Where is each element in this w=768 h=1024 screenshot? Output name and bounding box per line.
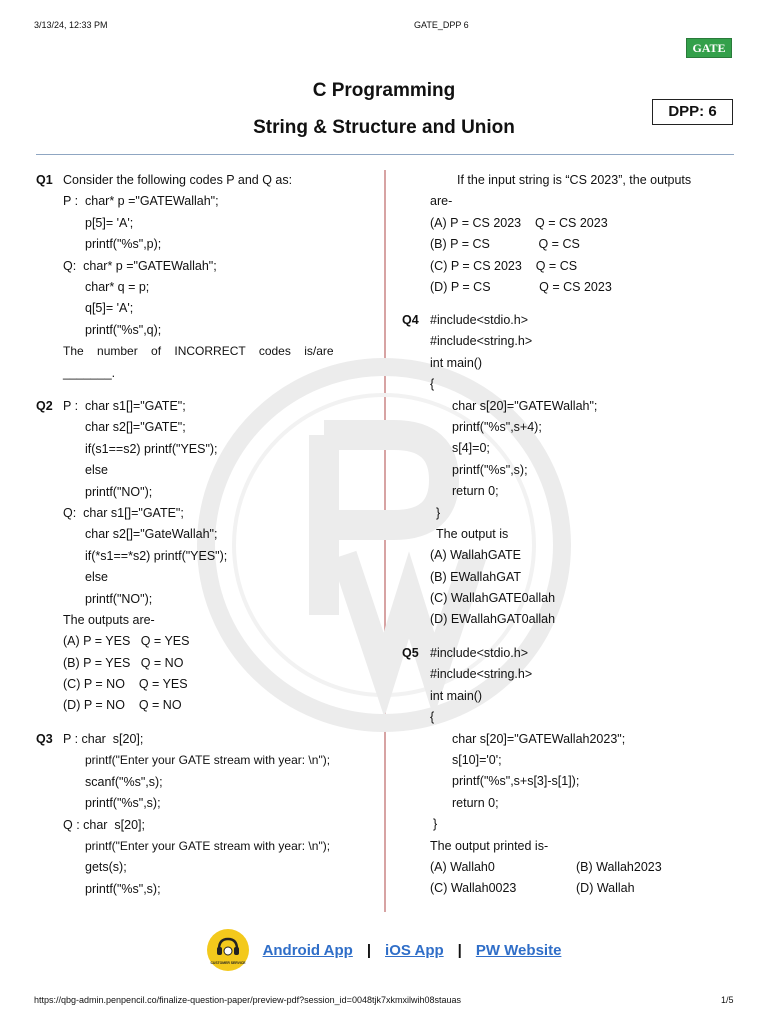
text-line: int main(): [430, 355, 483, 370]
question-number: Q4: [402, 313, 419, 327]
text-line: int main(): [430, 688, 483, 703]
question-number: Q3: [36, 732, 53, 746]
question-number: Q5: [402, 646, 419, 660]
text-line: #include<string.h>: [430, 334, 533, 349]
text-line: #include<string.h>: [430, 667, 533, 682]
question-q3-continued: [430, 170, 740, 298]
text-line: printf("%s",q);: [85, 322, 162, 337]
text-line: _______.: [63, 365, 116, 380]
text-line: s[4]=0;: [452, 441, 490, 456]
text-line: {: [430, 710, 435, 725]
text-line: P : char s1[]="GATE";: [63, 399, 186, 413]
text-line: printf("Enter your GATE stream with year: \n");: [85, 838, 331, 853]
text-line: P : char* p ="GATEWallah";: [63, 194, 219, 209]
text-line: printf("%s",s+s[3]-s[1]);: [452, 774, 580, 789]
text-line: Consider the following codes P and Q as:: [63, 173, 293, 187]
text-line: The output printed is-: [430, 838, 549, 853]
text-line: p[5]= 'A';: [85, 215, 134, 230]
separator: |: [366, 941, 372, 959]
text-line: The number of INCORRECT codes is/are: [63, 344, 334, 359]
text-line: char s[20]="GATEWallah";: [452, 398, 598, 413]
text-line: Q : char s[20];: [63, 817, 145, 832]
option-d: (D) P = CS Q = CS 2023: [430, 279, 612, 294]
text-line: printf("Enter your GATE stream with year: \n");: [85, 753, 331, 768]
text-line: return 0;: [452, 795, 499, 810]
text-line: Q: char* p ="GATEWallah";: [63, 258, 217, 273]
text-line: s[10]='0';: [452, 752, 502, 767]
option-d: (D) EWallahGAT0allah: [430, 612, 556, 627]
subject-title: C Programming: [312, 80, 456, 101]
question-number: Q1: [36, 173, 53, 187]
text-line: printf("%s",p);: [85, 237, 162, 252]
option-b: (B) Wallah2023: [576, 859, 662, 874]
question-number: Q2: [36, 399, 53, 413]
dpp-box: DPP: 6: [652, 99, 733, 125]
ios-app-link[interactable]: iOS App: [385, 941, 444, 959]
text-line: The outputs are-: [63, 612, 155, 627]
option-a: (A) P = YES Q = YES: [63, 634, 190, 649]
text-line: P : char s[20];: [63, 732, 144, 746]
question-q1: [36, 170, 354, 384]
text-line: }: [436, 505, 441, 520]
option-c: (C) P = CS 2023 Q = CS: [430, 258, 578, 273]
page-number: 1/5: [721, 995, 734, 1005]
text-line: char* q = p;: [85, 279, 150, 294]
text-line: {: [430, 377, 435, 392]
android-app-link[interactable]: Android App: [262, 941, 353, 959]
text-line: If the input string is “CS 2023”, the outputs: [457, 173, 692, 187]
text-line: Q: char s1[]="GATE";: [63, 505, 184, 520]
print-datetime: 3/13/24, 12:33 PM: [34, 20, 108, 30]
print-doc-title: GATE_DPP 6: [414, 20, 469, 30]
question-q2: [36, 396, 363, 717]
text-line: #include<stdio.h>: [430, 313, 528, 327]
text-line: else: [85, 570, 108, 585]
text-line: char s[20]="GATEWallah2023";: [452, 731, 626, 746]
text-line: char s2[]="GateWallah";: [85, 527, 218, 542]
text-line: return 0;: [452, 484, 499, 499]
text-line: printf("NO");: [85, 591, 153, 606]
headset-icon: [207, 929, 249, 971]
option-b: (B) P = YES Q = NO: [63, 655, 184, 670]
text-line: gets(s);: [85, 860, 127, 875]
text-line: scanf("%s",s);: [85, 774, 163, 789]
footer-links: [0, 928, 768, 972]
text-line: printf("%s",s);: [85, 796, 161, 811]
pw-website-link[interactable]: PW Website: [475, 941, 562, 959]
text-line: else: [85, 463, 108, 478]
option-a: (A) Wallah0: [430, 859, 495, 874]
text-line: if(*s1==*s2) printf("YES");: [85, 548, 228, 563]
text-line: The output is: [436, 526, 509, 541]
gate-badge: GATE: [686, 38, 732, 58]
option-a: (A) WallahGATE: [430, 548, 521, 563]
question-q3: [36, 729, 378, 900]
question-q4: [402, 310, 730, 631]
option-b: (B) EWallahGAT: [430, 569, 521, 584]
text-line: are-: [430, 194, 453, 209]
separator: |: [457, 941, 462, 959]
option-d: (D) Wallah: [576, 881, 635, 896]
header-rule: [36, 154, 734, 155]
customer-service-badge: [207, 929, 249, 971]
option-a: (A) P = CS 2023 Q = CS 2023: [430, 215, 608, 230]
option-c: (C) P = NO Q = YES: [63, 677, 188, 692]
option-d: (D) P = NO Q = NO: [63, 698, 182, 713]
badge-text: CUSTOMER SERVICE: [210, 961, 246, 965]
question-q5: [402, 643, 730, 900]
print-url: https://qbg-admin.penpencil.co/finalize-question-paper/preview-pdf?session_id=0048tjk7xkmxilwih08stauas: [34, 995, 461, 1005]
text-line: printf("NO");: [85, 484, 153, 499]
text-line: char s2[]="GATE";: [85, 420, 186, 435]
text-line: q[5]= 'A';: [85, 301, 134, 316]
text-line: }: [433, 817, 438, 832]
option-b: (B) P = CS Q = CS: [430, 237, 580, 252]
text-line: printf("%s",s+4);: [452, 419, 542, 434]
option-c: (C) Wallah0023: [430, 881, 517, 896]
text-line: #include<stdio.h>: [430, 646, 528, 660]
option-c: (C) WallahGATE0allah: [430, 591, 556, 606]
text-line: printf("%s",s);: [452, 462, 528, 477]
text-line: if(s1==s2) printf("YES");: [85, 441, 218, 456]
topic-title: String & Structure and Union: [253, 117, 515, 138]
text-line: printf("%s",s);: [85, 881, 161, 896]
